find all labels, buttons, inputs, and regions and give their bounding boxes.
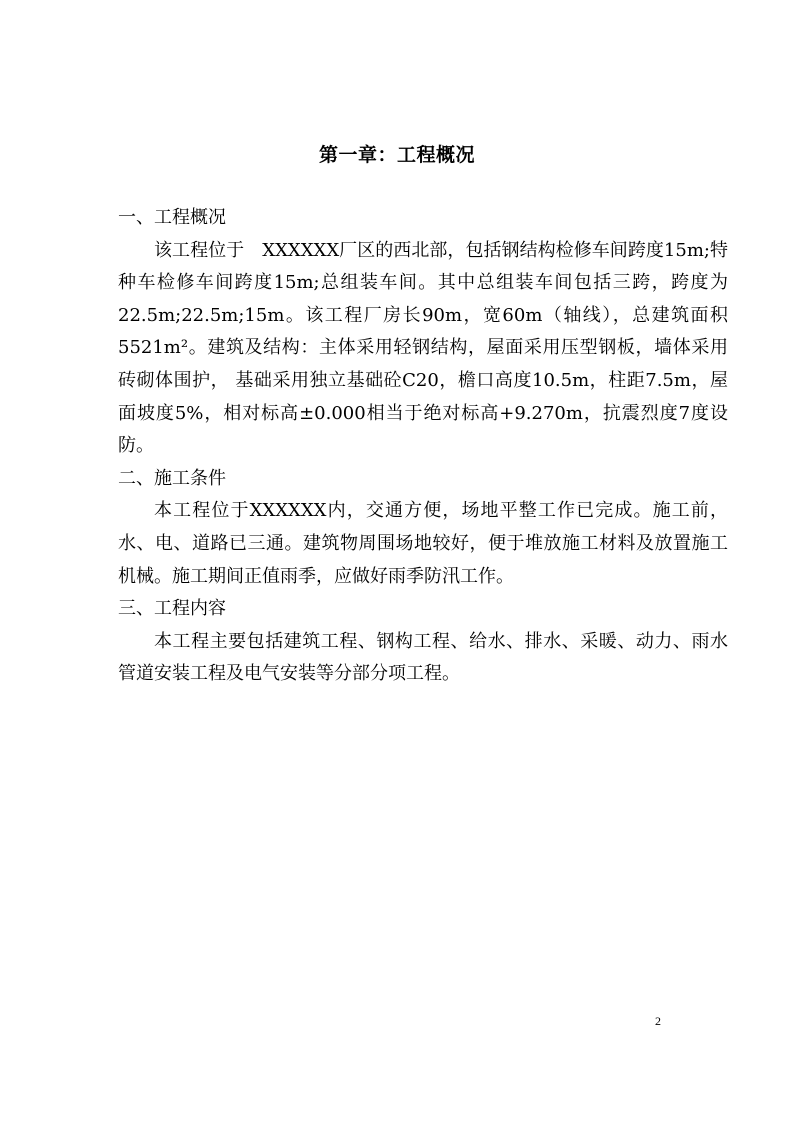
- section-paragraph: 该工程位于 XXXXXX厂区的西北部，包括钢结构检修车间跨度15m;特种车检修车间跨度15m;总组装车间。其中总组装车间包括三跨，跨度为22.5m;22.5m;15m。该工程厂房长90m，宽60m（轴线），总建筑面积5521m²。建筑及结构：主体采用轻钢结构，屋面采用压型钢板，墙体采用砖砌体围护， 基础采用独立基础砼C20，檐口高度10.5m，柱距7.5m，屋面坡度5%，相对标高±0.000相当于绝对标高+9.270m，抗震烈度7度设防。: [118, 239, 728, 457]
- section-heading: 一、工程概况: [118, 207, 226, 228]
- section-heading: 三、工程内容: [118, 598, 226, 620]
- section-project-overview: [118, 202, 728, 463]
- section-heading: 二、施工条件: [118, 467, 226, 489]
- section-project-content: [118, 593, 728, 691]
- section-paragraph: 本工程位于XXXXXX内，交通方便，场地平整工作已完成。施工前，水、电、道路已三通。建筑物周围场地较好，便于堆放施工材料及放置施工机械。施工期间正值雨季，应做好雨季防汛工作。: [118, 500, 728, 587]
- document-body: [118, 202, 728, 691]
- section-paragraph: 本工程主要包括建筑工程、钢构工程、给水、排水、采暖、动力、雨水管道安装工程及电气安装等分部分项工程。: [118, 630, 728, 685]
- page-number: 2: [655, 1014, 661, 1028]
- section-construction-conditions: [118, 463, 728, 593]
- chapter-title: 第一章：工程概况: [318, 144, 475, 166]
